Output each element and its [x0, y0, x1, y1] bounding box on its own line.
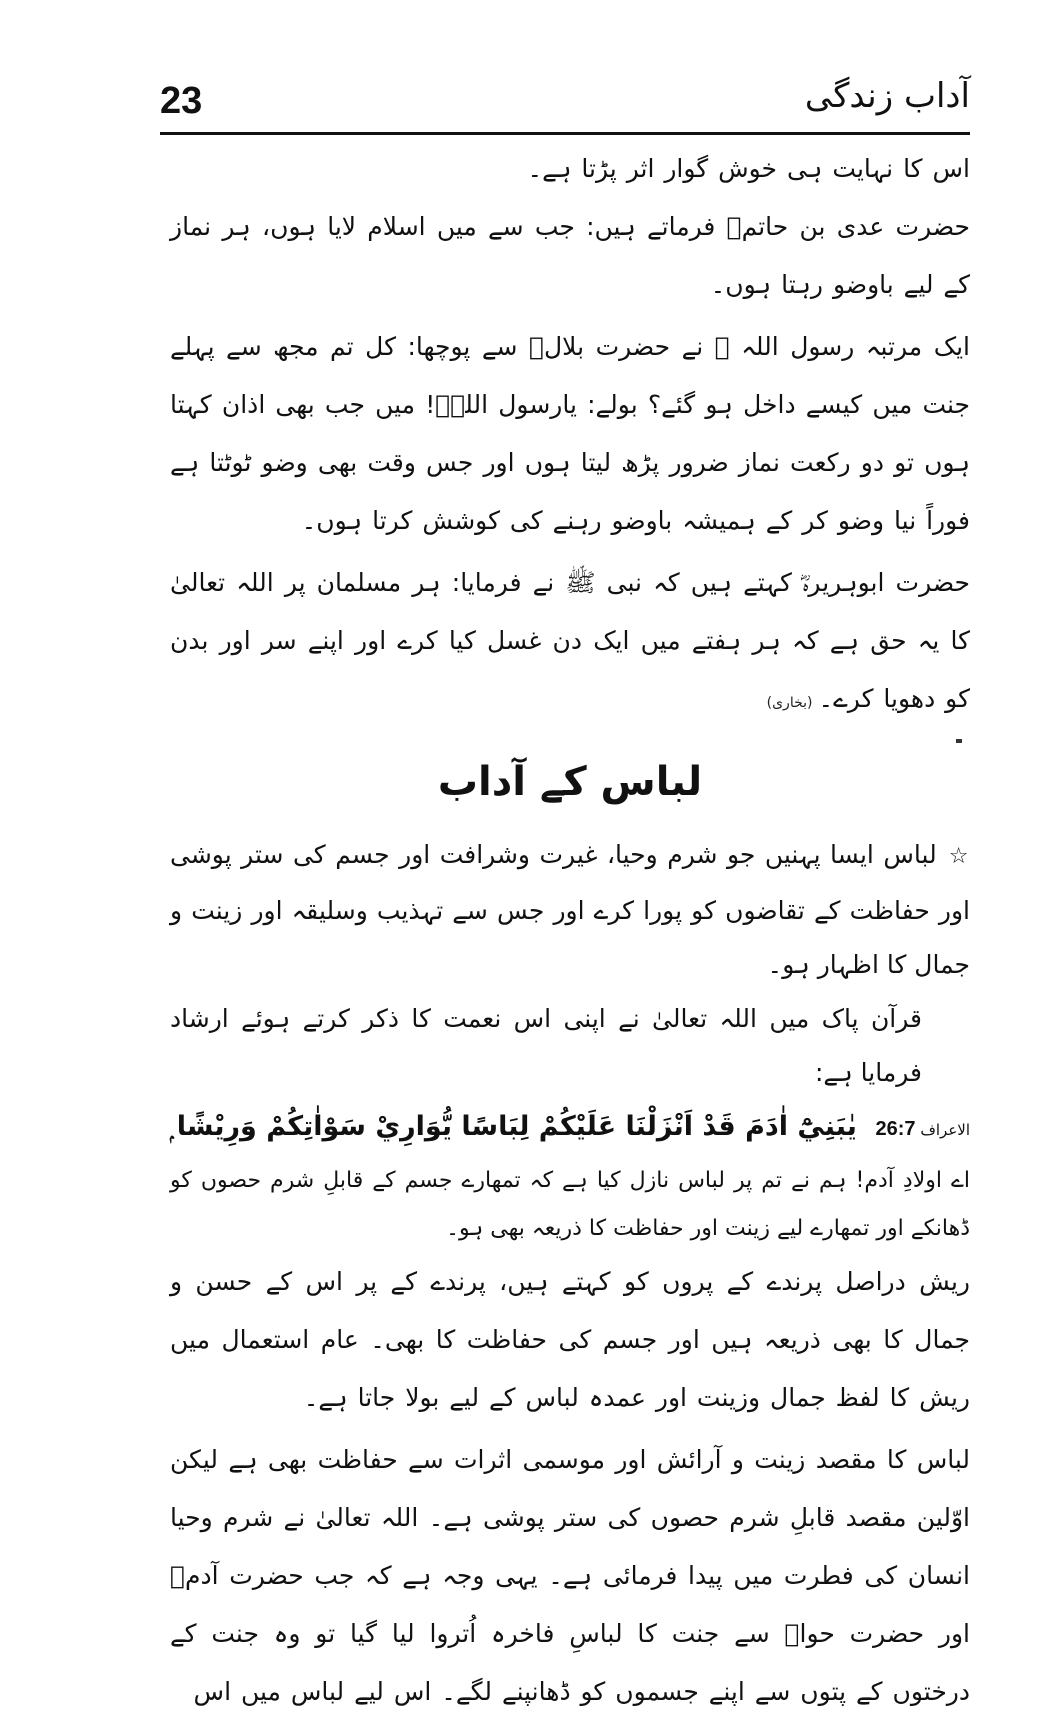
paragraph-4	[170, 554, 970, 732]
verse-reference	[870, 1102, 970, 1157]
page-header	[160, 72, 970, 132]
page-number: 23	[160, 80, 203, 122]
verse-ref-number: 26:7	[875, 1118, 916, 1140]
quran-intro: قرآن پاک میں اللہ تعالیٰ نے اپنی اس نعمت کا ذکر کرتے ہوئے ارشاد فرمایا ہے:	[170, 1004, 922, 1087]
running-title: آداب زندگی	[804, 76, 970, 116]
verse-translation: اے اولادِ آدم! ہم نے تم پر لباس نازل کیا ہے کہ تمھارے جسم کے قابلِ شرم حصوں کو ڈھانکے اور تمھارے لیے زینت اور حفاظت کا ذریعہ بھی ہو۔	[170, 1168, 970, 1241]
section-title: لباس کے آداب	[437, 759, 703, 805]
paragraph-5: ریش دراصل پرندے کے پروں کو کہتے ہیں، پرندے کے پر اس کے حسن و جمال کا بھی ذریعہ ہیں اور جسم کی حفاظت کا بھی۔ عام استعمال میں ریش کا لفظ جمال وزینت اور عمدہ لباس کے لیے بولا جاتا ہے۔	[170, 1267, 970, 1412]
verse-ref-name: الاعراف	[920, 1121, 970, 1139]
paragraph-2: حضرت عدی بن حاتمؓ فرماتے ہیں: جب سے میں اسلام لایا ہوں، ہر نماز کے لیے باوضو رہتا ہوں۔	[170, 212, 970, 299]
quran-verse: يٰبَنِيْٓ اٰدَمَ قَدْ اَنْزَلْنَا عَلَيْكُمْ لِبَاسًا يُّوَارِيْ سَوْاٰتِكُمْ وَرِيْشًا ۭ	[170, 1111, 857, 1142]
hadith-reference: (بخاری)	[766, 695, 813, 711]
paragraph-3: ایک مرتبہ رسول اللہ ﷺ نے حضرت بلالؓ سے پوچھا: کل تم مجھ سے پہلے جنت میں کیسے داخل ہو گئے؟ بولے: یارسول اللہؐ! میں جب بھی اذان کہتا ہوں تو دو رکعت نماز ضرور پڑھ لیتا ہوں اور جس وقت بھی وضو ٹوٹتا ہے فوراً نیا وضو کر کے ہمیشہ باوضو رہنے کی کوشش کرتا ہوں۔	[170, 332, 970, 535]
paragraph-6: لباس کا مقصد زینت و آرائش اور موسمی اثرات سے حفاظت بھی ہے لیکن اوّلین مقصد قابلِ شرم حصوں کی ستر پوشی ہے۔ اللہ تعالیٰ نے شرم وحیا انسان کی فطرت میں پیدا فرمائی ہے۔ یہی وجہ ہے کہ جب حضرت آدمؑ اور حضرت حواؑ سے جنت کا لباسِ فاخرہ اُتروا لیا گیا تو وہ جنت کے درختوں کے پتوں سے اپنے جسموں کو ڈھانپنے لگے۔ اس لیے لباس میں اس	[170, 1445, 970, 1706]
star-icon: ☆	[948, 844, 970, 869]
quran-verse-line	[170, 1100, 970, 1157]
paragraph-4-text: حضرت ابوہریرہؓ کہتے ہیں کہ نبی ﷺ نے فرمایا: ہر مسلمان پر اللہ تعالیٰ کا یہ حق ہے کہ ہر ہفتے میں ایک دن غسل کیا کرے اور اپنے سر اور بدن کو دھویا کرے۔	[170, 568, 970, 713]
bullet-item	[170, 828, 970, 992]
body-text	[170, 140, 970, 1721]
header-rule	[160, 132, 970, 135]
bullet-text: لباس ایسا پہنیں جو شرم وحیا، غیرت وشرافت اور جسم کی ستر پوشی اور حفاظت کے تقاضوں کو پورا کرے اور جس سے تہذیب وسلیقہ اور زینت و جمال کا اظہار ہو۔	[170, 840, 970, 979]
paragraph-1: اس کا نہایت ہی خوش گوار اثر پڑتا ہے۔	[527, 154, 970, 183]
